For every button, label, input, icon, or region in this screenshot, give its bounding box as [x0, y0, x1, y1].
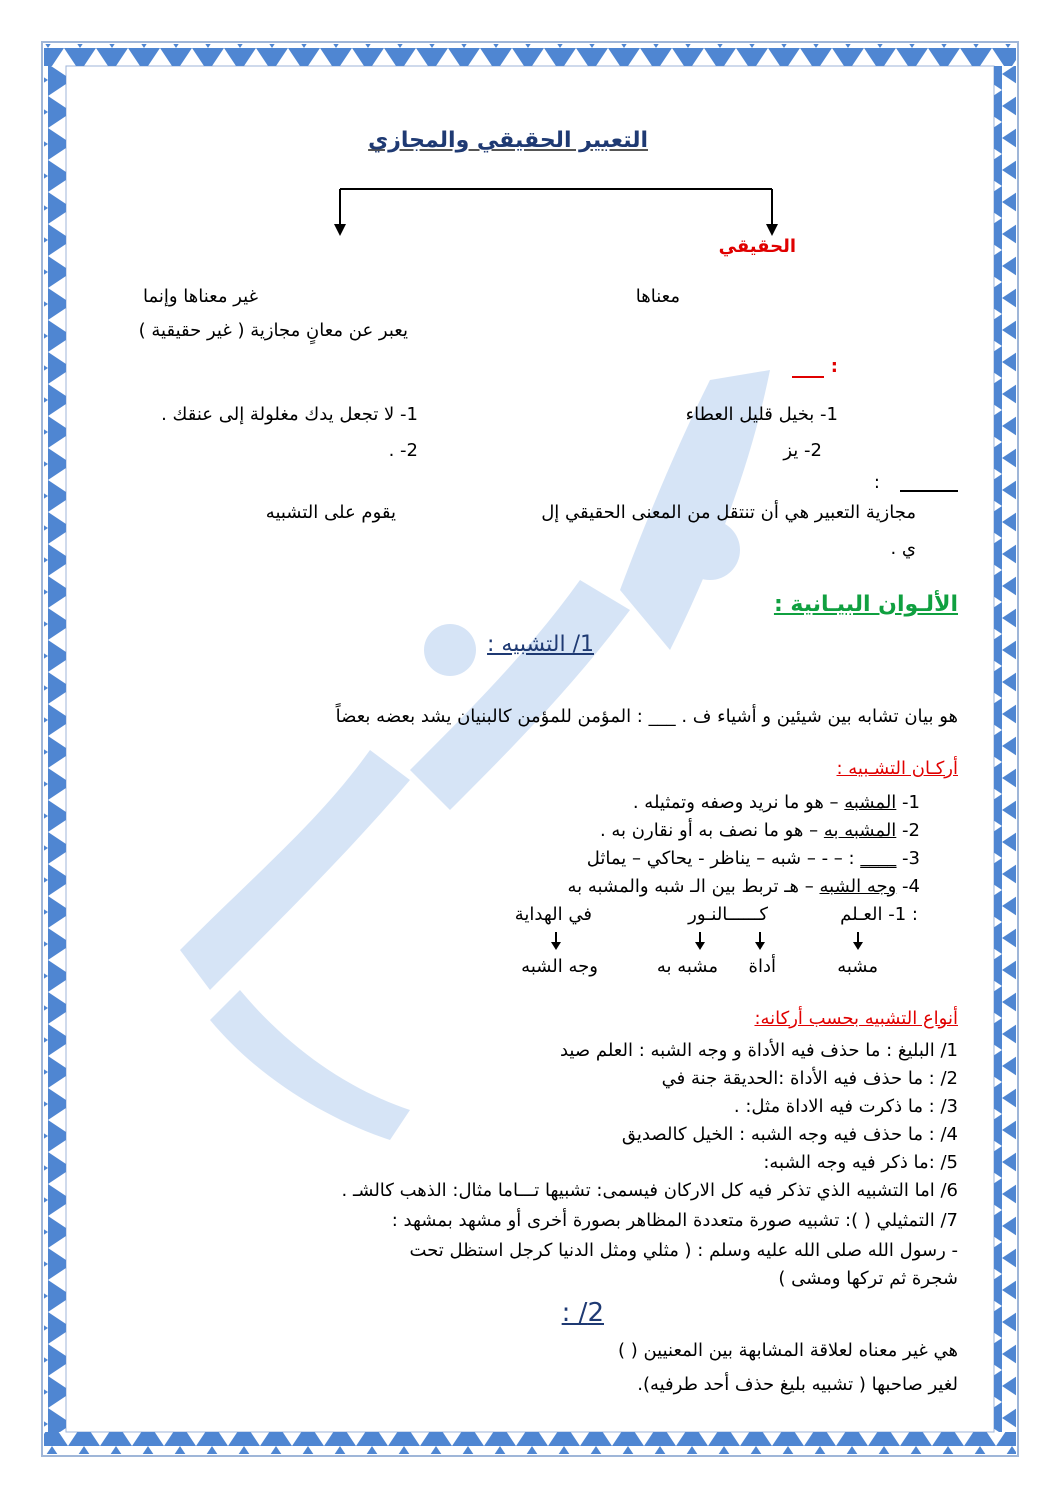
example-heading-rule: [792, 376, 824, 378]
rukn-term: المشبه: [844, 792, 897, 813]
role-mushabbah: مشبه: [837, 956, 878, 977]
example-left-1: 1- لا تجعل يدك مغلولة إلى عنقك .: [161, 404, 418, 425]
type-item: 2/ : ما حذف فيه الأداة :الحديقة جنة في: [661, 1068, 958, 1089]
example-right-2: 2- يز: [783, 440, 822, 461]
branch-haqiqi-label: الحقيقي: [718, 236, 796, 257]
mjaz-colon: :: [873, 472, 880, 493]
example-arrows: [540, 932, 870, 952]
section2-line-2: لغير صاحبها ( تشبيه بليغ حذف أحد طرفيه).: [637, 1374, 958, 1395]
rukn-term: ____: [860, 848, 897, 869]
tashbih-heading: 1/ التشبيه :: [487, 632, 594, 657]
rukn-text: – هو ما نصف به أو نقارن به .: [599, 820, 819, 841]
type-item: 6/ اما التشبيه الذي تذكر فيه كل الاركان فيسمى: تشبيها تـــاما مثال: الذهب كالشـ .: [341, 1180, 958, 1201]
section2-heading: 2/ :: [561, 1298, 604, 1328]
rukn-text: – هو ما نريد وصفه وتمثيله .: [632, 792, 839, 813]
rukn-row: [633, 792, 920, 813]
example-right-1: 1- بخيل قليل العطاء: [685, 404, 838, 425]
type-item: 4/ : ما حذف فيه وجه الشبه : الخيل كالصديق: [621, 1124, 958, 1145]
rukn-row: [567, 876, 920, 897]
example-word-kannur: كــــــالنـور: [688, 904, 768, 925]
branch-arrows: [330, 188, 790, 240]
example-heading: :: [830, 356, 838, 377]
rukn-row: [587, 848, 920, 869]
page-title: التعبير الحقيقي والمجازي: [368, 128, 648, 153]
mjaz-line-1-left: يقوم على التشبيه: [265, 502, 396, 523]
rukn-num: 2-: [902, 820, 920, 841]
type-item: شجرة ثم تركها ومشى ): [778, 1268, 958, 1289]
types-heading: أنواع التشبيه بحسب أركانه:: [754, 1008, 958, 1029]
rukn-term: وجه الشبه: [819, 876, 897, 897]
example-left-2: 2- .: [388, 440, 418, 461]
rukn-text: – هـ تربط بين الـ شبه والمشبه به: [567, 876, 814, 897]
type-item: 7/ التمثيلي ( ): تشبيه صورة متعددة المظاهر بصورة أخرى أو مشهد بمشهد :: [391, 1210, 958, 1231]
tashbih-definition: هو بيان تشابه بين شيئين و أشياء ف . ___ : المؤمن للمؤمن كالبنيان يشد بعضه بعضاً: [335, 706, 958, 727]
section-heading-bayan: الألـوان البيـانية :: [773, 592, 958, 617]
arkan-heading: أركـان التشـبيه :: [836, 758, 958, 779]
watermark: [150, 350, 850, 1150]
role-adat: أداة: [748, 956, 776, 977]
rukn-num: 1-: [902, 792, 920, 813]
type-item: 1/ البليغ : ما حذف فيه الأداة و وجه الشبه : العلم صيد: [559, 1040, 958, 1061]
section2-line-1: هي غير معناه لعلاقة المشابهة بين المعنيين ( ): [617, 1340, 958, 1361]
example-word-hidaya: في الهداية: [514, 904, 592, 925]
role-wajh-shabah: وجه الشبه: [521, 956, 598, 977]
rukn-text: : – - – شبه – يناظر - يحاكي – يماثل: [586, 848, 855, 869]
example-word-ilm: : 1- العـلم: [840, 904, 918, 925]
role-mushabbah-bih: مشبه به: [656, 956, 718, 977]
mjaz-line-1-right: مجازية التعبير هي أن تنتقل من المعنى الحقيقي إل: [541, 502, 916, 523]
type-item: - رسول الله صلى الله عليه وسلم : ( مثلي ومثل الدنيا كرجل استظل تحت: [409, 1240, 958, 1261]
def-right-line-1: معناها: [635, 286, 680, 307]
rukn-num: 4-: [902, 876, 920, 897]
type-item: 5/ :ما ذكر فيه وجه الشبه:: [763, 1152, 958, 1173]
rukn-row: [600, 820, 920, 841]
type-item: 3/ : ما ذكرت فيه الاداة مثل: .: [733, 1096, 958, 1117]
def-left-line-1: غير معناها وإنما: [142, 286, 258, 307]
def-left-line-2: يعبر عن معانٍ مجازية ( غير حقيقية ): [138, 320, 408, 341]
mjaz-line-2: ي .: [890, 538, 916, 559]
rukn-num: 3-: [902, 848, 920, 869]
mjaz-rule: [900, 490, 958, 492]
rukn-term: المشبه به: [823, 820, 897, 841]
